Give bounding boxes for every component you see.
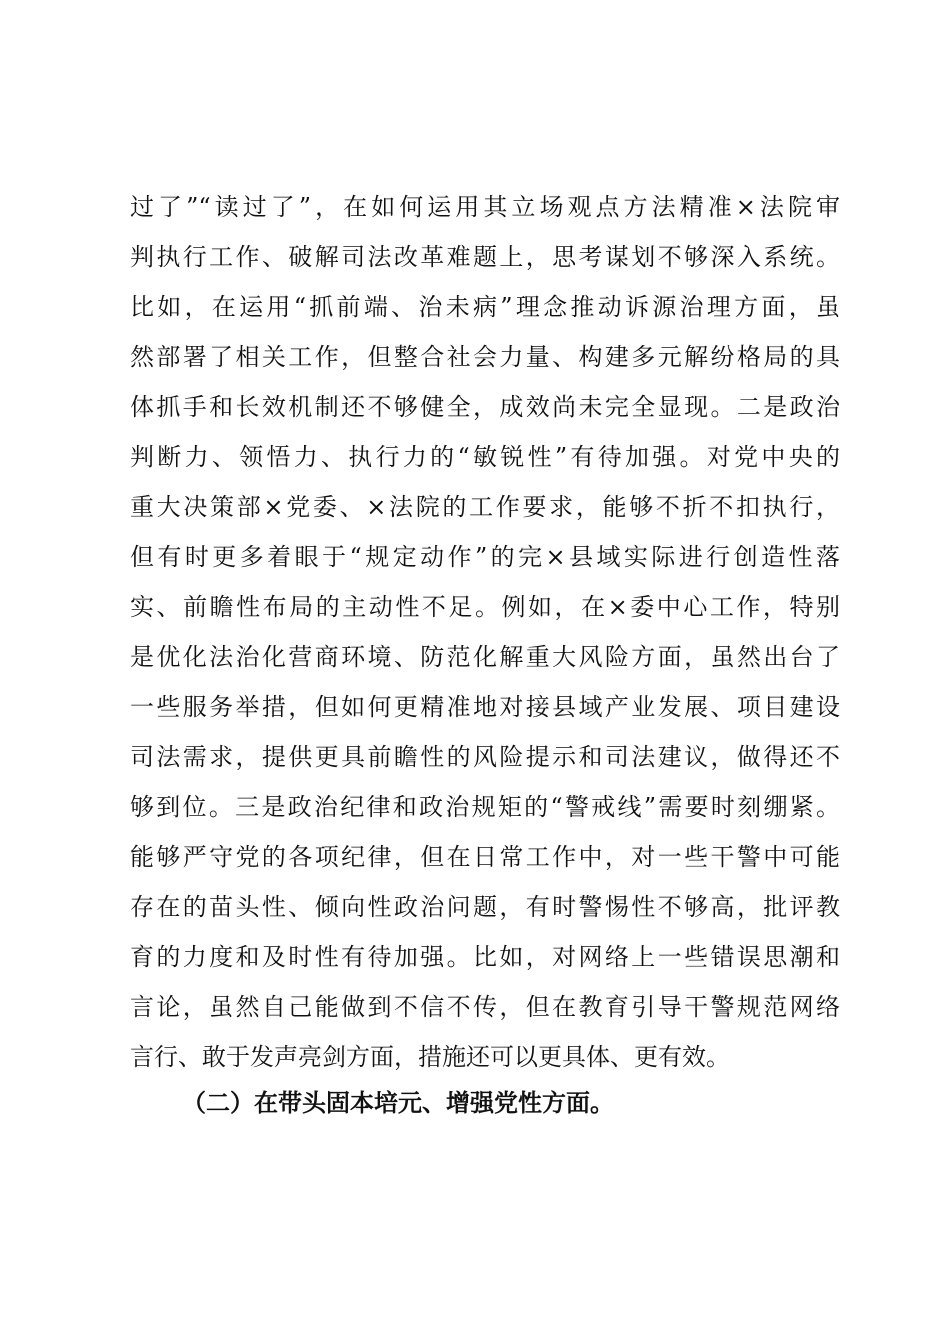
text-line: 过了”“读过了”，在如何运用其立场观点方法精准×法院审 <box>130 193 840 221</box>
text-line: 言论，虽然自己能做到不信不传，但在教育引导干警规范网络 <box>130 993 840 1021</box>
section-heading: （二）在带头固本培元、增强党性方面。 <box>182 1089 614 1117</box>
text-line: 够到位。三是政治纪律和政治规矩的“警戒线”需要时刻绷紧。 <box>130 793 840 821</box>
body-paragraph <box>130 182 840 1082</box>
text-line: 言行、敢于发声亮剑方面，措施还可以更具体、更有效。 <box>130 1043 730 1071</box>
text-line: 实、前瞻性布局的主动性不足。例如，在×委中心工作，特别 <box>130 593 840 621</box>
text-line: 存在的苗头性、倾向性政治问题，有时警惕性不够高，批评教 <box>130 893 840 921</box>
text-line: 判执行工作、破解司法改革难题上，思考谋划不够深入系统。 <box>130 243 840 271</box>
text-line: 但有时更多着眼于“规定动作”的完×县域实际进行创造性落 <box>130 543 840 571</box>
text-line: 判断力、领悟力、执行力的“敏锐性”有待加强。对党中央的 <box>130 443 840 471</box>
text-line: 重大决策部×党委、×法院的工作要求，能够不折不扣执行， <box>130 493 840 521</box>
text-line: 能够严守党的各项纪律，但在日常工作中，对一些干警中可能 <box>130 843 840 871</box>
text-line: 司法需求，提供更具前瞻性的风险提示和司法建议，做得还不 <box>130 743 840 771</box>
text-line: 体抓手和长效机制还不够健全，成效尚未完全显现。二是政治 <box>130 393 840 421</box>
text-line: 比如，在运用“抓前端、治未病”理念推动诉源治理方面，虽 <box>130 293 840 321</box>
text-line: 是优化法治化营商环境、防范化解重大风险方面，虽然出台了 <box>130 643 840 671</box>
text-line: 然部署了相关工作，但整合社会力量、构建多元解纷格局的具 <box>130 343 840 371</box>
text-line: 育的力度和及时性有待加强。比如，对网络上一些错误思潮和 <box>130 943 840 971</box>
text-line: 一些服务举措，但如何更精准地对接县域产业发展、项目建设 <box>130 693 840 721</box>
